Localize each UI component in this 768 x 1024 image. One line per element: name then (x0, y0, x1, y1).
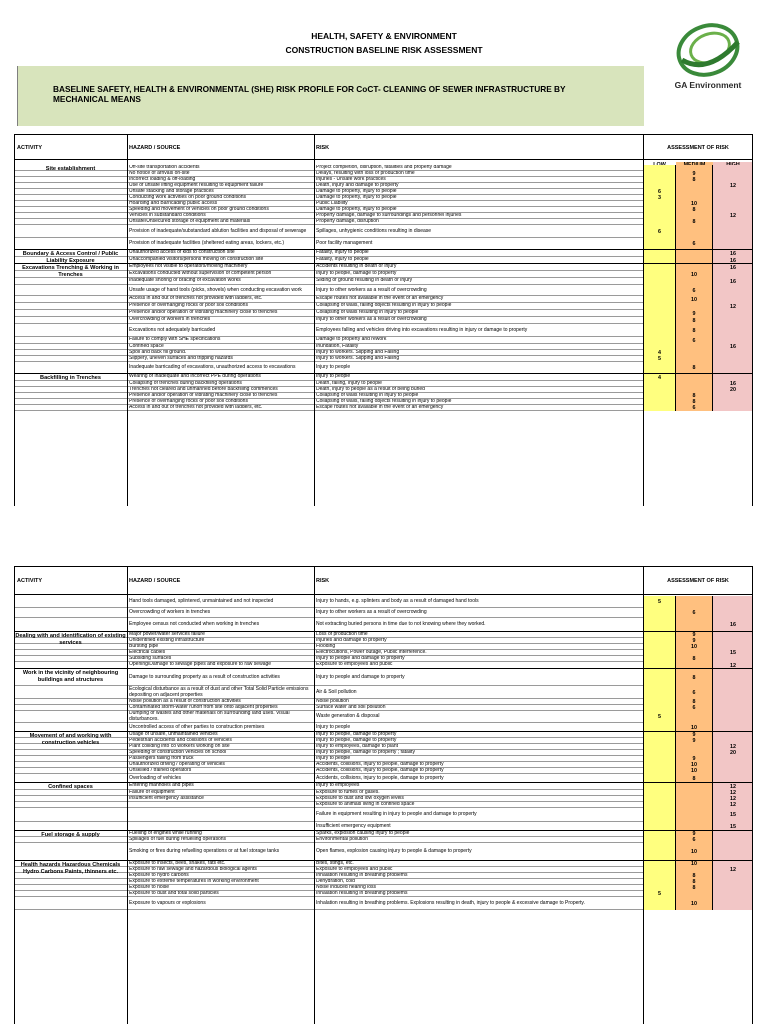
risk-cell: Air & Soil pollution (316, 688, 357, 695)
risk-cell: Dehydration, cold (316, 879, 355, 884)
low-rating-cell (643, 303, 676, 310)
risk-cell: Project completion, disruption, fatalities and property damage (316, 165, 452, 170)
risk-cell: Inhalation resulting in breathing problems (316, 891, 408, 896)
medium-rating-cell: 8 (676, 774, 713, 783)
medium-rating-cell (676, 278, 713, 285)
medium-rating-cell: 6 (676, 285, 713, 296)
hazard-cell: Exposure to vapours or explosions (129, 899, 206, 906)
risk-cell: Damage to property, injury to people (316, 189, 397, 194)
high-rating-cell: 12 (713, 783, 753, 790)
hazard-cell: Unauthorized driving / operating of vehicles (129, 762, 225, 767)
risk-cell: Inhalation resulting in breathing problems. Explosions resulting in death, injury to people & excessive damage to Property. (316, 899, 585, 906)
low-rating-cell: 4 (643, 350, 676, 356)
medium-rating-cell: 8 (676, 399, 713, 405)
risk-cell: Accidents, collisions, injury to people, damage to property (316, 768, 444, 773)
medium-rating-cell: 9 (676, 732, 713, 738)
risk-cell: Escape routes not available in the event of an emergency (316, 296, 444, 301)
high-rating-cell: 20 (713, 750, 753, 756)
hazard-cell: Hand tools damaged, splintered, unmaintained and not inspected (129, 598, 274, 605)
hazard-cell: Unsafe stacking and storage practices (129, 189, 214, 194)
risk-cell: Injury to workers. Slipping and Falling (316, 350, 400, 355)
activity-label: Excavations Trenching & Working in Trenches (22, 265, 119, 278)
risk-cell: Injury to people (316, 723, 351, 730)
low-rating-cell (643, 686, 676, 699)
risk-cell: Injury to people, damage to property ; fatality (316, 750, 415, 755)
high-rating-cell: 15 (713, 808, 753, 822)
hazard-header: HAZARD / SOURCE (129, 578, 181, 584)
hazard-cell: Vehicles in substandard conditions (129, 213, 206, 218)
low-rating-cell (643, 783, 676, 790)
hazard-cell: Noise pollution as a result of construction activities (129, 699, 241, 704)
medium-rating-cell: 9 (676, 756, 713, 762)
hazard-cell: Spillages of fuel during refuelling operations (129, 837, 227, 842)
medium-rating-cell: 6 (676, 337, 713, 344)
high-rating-cell (713, 608, 753, 618)
hazard-cell: Excavations conducted without supervision of competent person (129, 271, 272, 276)
high-rating-cell (713, 897, 753, 910)
risk-cell: Exposure to dust and low oxygen levels (316, 796, 404, 801)
medium-rating-cell: 6 (676, 837, 713, 843)
hazard-cell: Smoking or fires during refuelling operations or at fuel storage tanks (129, 848, 280, 855)
medium-rating-cell (676, 618, 713, 632)
high-rating-cell (713, 285, 753, 296)
risk-cell: Public Liability (316, 201, 348, 206)
hazard-cell: Fuelling of engines while running (129, 831, 202, 836)
hazard-cell: Overloading of vehicles (129, 774, 181, 781)
risk-cell: Electrocutions, Power outage, Public interference. (316, 650, 427, 655)
high-rating-cell: 12 (713, 303, 753, 310)
medium-rating-cell (676, 808, 713, 822)
risk-cell: Surface water and soil pollution (316, 705, 386, 710)
medium-rating-cell: 10 (676, 861, 713, 867)
risk-table-2 (14, 566, 753, 1024)
risk-cell: Injury to people, damage to property (316, 738, 397, 743)
medium-rating-cell: 10 (676, 897, 713, 910)
hazard-cell: Contaminated storm-water runoff from site onto adjacent properties (129, 705, 278, 710)
medium-rating-cell (676, 374, 713, 381)
hazard-cell: Presence of overhanging rocks or poor soil conditions (129, 303, 248, 308)
high-rating-cell (713, 686, 753, 699)
risk-cell: Injury to people (316, 364, 351, 371)
risk-cell: Injury to people (316, 374, 351, 379)
low-rating-cell (643, 296, 676, 303)
risk-header: RISK (316, 578, 330, 584)
low-rating-cell (643, 843, 676, 861)
high-rating-cell: 16 (713, 278, 753, 285)
high-rating-cell: 16 (713, 264, 753, 271)
medium-rating-cell: 8 (676, 219, 713, 225)
risk-cell: Noise pollution (316, 699, 349, 704)
risk-cell: Collapsing of walls, falling objects resulting in injury to people (316, 303, 452, 308)
risk-cell: Waste generation & disposal (316, 713, 380, 720)
medium-rating-cell (676, 250, 713, 257)
risk-cell: Injury to other workers as a result of overcrowding (316, 317, 427, 322)
risk-cell: Death, injury and damage to property (316, 183, 399, 188)
hazard-cell: Damage to surrounding property as a result of construction activities (129, 673, 280, 680)
hazard-cell: Unidentified existing infrastructure (129, 638, 205, 643)
risk-cell: Exposure to employees and public (316, 662, 393, 667)
risk-cell: Open flames, explosion causing injury to people & damage to property (316, 848, 472, 855)
risk-cell: Failure in equipment resulting in injury to people and damage to property (316, 811, 477, 818)
medium-rating-cell: 8 (676, 656, 713, 662)
hazard-cell: Usage of unsafe, unmaintained vehicles (129, 732, 218, 737)
risk-cell: Injury to employees, damage to plant (316, 744, 398, 749)
hazard-cell: Unskilled / trained operators (129, 768, 192, 773)
hazard-cell: Off-site transportation accidents (129, 165, 200, 170)
low-rating-cell (643, 897, 676, 910)
hazard-cell: Use of unsafe lifting equipment resulting to equipment failure (129, 183, 264, 188)
risk-cell: Injury to people, damage to property (316, 271, 397, 276)
hazard-cell (129, 808, 313, 822)
medium-rating-cell: 9 (676, 171, 713, 177)
low-rating-cell (643, 250, 676, 257)
hazard-cell: Excavations not adequately barricaded (129, 326, 216, 333)
high-rating-cell: 20 (713, 387, 753, 393)
high-rating-cell: 12 (713, 662, 753, 669)
medium-rating-cell: 6 (676, 238, 713, 250)
low-rating-cell (643, 324, 676, 337)
document-header-line2: CONSTRUCTION BASELINE RISK ASSESSMENT (285, 45, 483, 55)
hazard-cell: Confined space (129, 344, 164, 349)
medium-rating-cell: 8 (676, 324, 713, 337)
high-rating-cell: 12 (713, 796, 753, 802)
hazard-cell: Provision of inadequate facilities (sheltered eating areas, lockers, etc.) (129, 240, 285, 247)
hazard-cell: Unsafe usage of hand tools (picks, shovels) when conducting excavation work (129, 286, 302, 293)
high-rating-cell (713, 225, 753, 238)
high-rating-cell: 15 (713, 650, 753, 656)
high-rating-cell: 16 (713, 618, 753, 632)
hazard-cell: Uncontrolled access of other parties to construction premises (129, 723, 265, 730)
hazard-cell: Major power/water services failure (129, 632, 205, 637)
high-rating-cell (713, 271, 753, 278)
hazard-cell: Employee census not conducted when working in trenches (129, 621, 260, 628)
low-rating-cell (643, 618, 676, 632)
hazard-cell: Access in and out of trenches not provided with ladders, etc. (129, 296, 263, 301)
risk-cell: Sliding of ground resulting in death or injury (316, 278, 413, 283)
high-rating-cell (713, 310, 753, 317)
risk-cell: Damage to property, injury to people (316, 195, 397, 200)
medium-rating-cell: 8 (676, 393, 713, 399)
low-rating-cell (643, 337, 676, 344)
low-rating-cell (643, 271, 676, 278)
high-rating-cell: 12 (713, 183, 753, 189)
medium-rating-cell: 6 (676, 686, 713, 699)
risk-cell: Escape routes not available in the event of an emergency (316, 405, 444, 410)
medium-rating-cell: 8 (676, 699, 713, 705)
risk-cell: Fatality, Injury to people (316, 257, 369, 262)
hazard-cell: Exposure to hydro carbons (129, 873, 189, 878)
risk-cell: Injury to people and damage to property (316, 673, 405, 680)
hazard-cell: Access in and out of trenches not provided with ladders, etc. (129, 405, 263, 410)
low-rating-cell (643, 285, 676, 296)
hazard-cell: Inadequate barricading of excavations, unauthorized access to excavations (129, 364, 296, 371)
hazard-cell: Employees not visible to operators/moving machinery (129, 264, 248, 269)
hazard-cell: Insufficient emergency assistance (129, 796, 204, 801)
medium-rating-cell: 10 (676, 768, 713, 774)
hazard-cell: Provision of inadequate/substandard ablution facilities and disposal of sewerage (129, 227, 307, 234)
hazard-cell: Electrical cables (129, 650, 166, 655)
hazard-cell: Speeding of construction vehicles on school (129, 750, 227, 755)
risk-cell: Injury to other workers as a result of overcrowding (316, 286, 427, 293)
risk-cell: Exposure to employees and public (316, 867, 393, 872)
low-rating-cell: 6 (643, 189, 676, 195)
risk-cell: Damage to property, injury to people (316, 207, 397, 212)
risk-table-1 (14, 134, 753, 506)
document-header-line1: HEALTH, SAFETY & ENVIRONMENT (311, 31, 457, 41)
activity-label: Backfilling in Trenches (40, 375, 101, 381)
medium-rating-cell: 8 (676, 317, 713, 324)
activity-label: Movement of and working with construction vehicles (29, 733, 112, 746)
high-rating-cell (713, 317, 753, 324)
risk-cell: Delays, resulting with loss of production time (316, 171, 415, 176)
low-rating-cell (643, 669, 676, 686)
risk-cell: Accidents, collisions, injury to people, damage to property (316, 774, 444, 781)
medium-rating-cell: 9 (676, 310, 713, 317)
assessment-header: ASSESSMENT OF RISK (667, 145, 729, 151)
risk-cell: Collapsing of walls resulting in injury to people (316, 393, 419, 398)
risk-cell: Injuries and damage to property (316, 638, 387, 643)
hazard-cell: Unauthorized access of kids to construction site (129, 250, 235, 255)
high-rating-cell (713, 296, 753, 303)
high-rating-cell: 15 (713, 822, 753, 831)
medium-rating-cell: 10 (676, 201, 713, 207)
low-rating-cell (643, 278, 676, 285)
risk-cell: Property damage, disruption (316, 219, 379, 224)
hazard-cell: Conducting work activities on poor ground conditions (129, 195, 247, 200)
risk-cell: Injury to employees (316, 783, 360, 788)
hazard-cell: Plant colliding into co workers working on site (129, 744, 230, 749)
hazard-cell: Exposure to raw sewage and hazardous biological agents (129, 867, 257, 872)
hazard-cell: Presence and/or operation of vibrating machinery close to trenches (129, 393, 278, 398)
low-rating-cell: 4 (643, 374, 676, 381)
medium-rating-cell: 10 (676, 843, 713, 861)
high-rating-cell (713, 596, 753, 608)
activity-label: Work in the vicinity of neighbouring buildings and structures (22, 670, 119, 683)
risk-cell: Injury to other workers as a result of overcrowding (316, 609, 427, 616)
medium-rating-cell: 8 (676, 879, 713, 885)
risk-header: RISK (316, 145, 330, 151)
hazard-cell: Bursting pipe (129, 644, 159, 649)
medium-rating-cell: 6 (676, 405, 713, 411)
hazard-cell: Hoarding and Barricading public access (129, 201, 218, 206)
medium-rating-cell (676, 225, 713, 238)
risk-cell: Death, injury to people as a result of being buried (316, 387, 425, 392)
risk-cell: Accidents, collisions, injury to people, damage to property (316, 762, 444, 767)
medium-rating-cell: 9 (676, 638, 713, 644)
risk-cell: Inhalation resulting in breathing problems (316, 873, 408, 878)
activity-label: Site establishment (45, 166, 96, 172)
activity-label: Health hazards Hazardous Chemicals Hydro Carbons Paints, thinners etc. (20, 862, 121, 875)
medium-rating-cell: 8 (676, 873, 713, 879)
medium-rating-cell: 8 (676, 207, 713, 213)
assessment-header: ASSESSMENT OF RISK (667, 578, 729, 584)
low-rating-cell: 6 (643, 225, 676, 238)
high-rating-cell (713, 711, 753, 723)
hazard-header: HAZARD / SOURCE (129, 145, 181, 151)
risk-cell: Injury to workers. Slipping and Falling (316, 356, 400, 361)
high-rating-cell: 12 (713, 213, 753, 219)
hazard-cell: Overcrowding of workers in trenches (129, 609, 211, 616)
hazard-cell: Pedestrian accidents and collisions of vehicles (129, 738, 232, 743)
hazard-cell: Entering manholes and pipes (129, 783, 194, 788)
activity-label: Fuel storage & supply (41, 832, 100, 838)
hazard-cell: Wearing of inadequate and incorrect PPE during operations (129, 374, 261, 379)
high-rating-cell: 12 (713, 867, 753, 873)
hazard-cell: Unsafe/Unsecured storage of equipment and materials (129, 219, 251, 224)
high-rating-cell (713, 324, 753, 337)
medium-rating-cell (676, 711, 713, 723)
medium-rating-cell: 10 (676, 762, 713, 768)
medium-rating-cell (676, 596, 713, 608)
risk-cell: Poor facility management (316, 240, 373, 247)
medium-rating-cell: 10 (676, 271, 713, 278)
high-rating-cell: 16 (713, 381, 753, 387)
hazard-cell: Slippery, uneven surfaces and tripping hazards (129, 356, 233, 361)
low-rating-cell: 5 (643, 891, 676, 897)
medium-rating-cell: 9 (676, 632, 713, 638)
low-rating-cell (643, 405, 676, 411)
hazard-cell: Failure of equipment (129, 790, 175, 795)
hazard-cell: Exposure to extreme temperatures in working environment (129, 879, 259, 884)
medium-rating-cell: 6 (676, 608, 713, 618)
activity-label: Dealing with and identification of existing services (15, 633, 126, 646)
low-rating-cell (643, 310, 676, 317)
logo-text: GA Environment (674, 80, 742, 90)
risk-cell: Spillages, unhygienic conditions resulting in disease (316, 227, 432, 234)
medium-rating-cell: 8 (676, 362, 713, 374)
medium-rating-cell: 10 (676, 644, 713, 650)
high-rating-cell: 12 (713, 744, 753, 750)
medium-rating-cell: 6 (676, 705, 713, 711)
hazard-cell: Trenches not cleared and unmanned before backfilling commences (129, 387, 278, 392)
activity-label: Boundary & Access Control / Public Liability Exposure (22, 251, 119, 264)
high-rating-cell: 16 (713, 344, 753, 350)
hazard-cell: Dumping of wastes and other materials on surrounding land uses. Visual disturbances. (129, 711, 290, 722)
high-rating-cell (713, 374, 753, 381)
risk-cell: Loss of production time (316, 632, 368, 637)
risk-cell: Insufficient emergency equipment (316, 822, 391, 829)
activity-header: ACTIVITY (17, 578, 43, 584)
risk-cell: Injury to hands, e.g. splinters and body as a result of damaged hand tools (316, 598, 479, 605)
activity-header: ACTIVITY (17, 145, 43, 151)
hazard-cell: Passengers falling from truck (129, 756, 194, 761)
risk-cell: Fatality, Injury to people (316, 250, 369, 255)
high-rating-cell (713, 405, 753, 411)
document-title: BASELINE SAFETY, HEALTH & ENVIRONMENTAL (SHE) RISK PROFILE FOR CoCT- CLEANING OF SEWER INFRASTRUCTURE BY MECHANICAL MEANS (53, 84, 566, 104)
high-rating-cell: 12 (713, 802, 753, 808)
risk-cell: Sparks, explosion causing injury to people (316, 831, 410, 836)
high-rating-cell (713, 337, 753, 344)
risk-cell: Noise induced hearing loss (316, 885, 377, 890)
hazard-cell: Speeding and movement of vehicles on poor ground conditions (129, 207, 269, 212)
hazard-cell: Subsiding surfaces (129, 656, 172, 661)
medium-rating-cell: 10 (676, 723, 713, 732)
risk-cell: Injury to people, damage to property (316, 732, 397, 737)
low-rating-cell: 5 (643, 711, 676, 723)
medium-rating-cell: 10 (676, 296, 713, 303)
medium-rating-cell: 9 (676, 831, 713, 837)
medium-rating-cell: 8 (676, 885, 713, 891)
medium-rating-cell (676, 303, 713, 310)
hazard-cell: Spoil and back fill ground. (129, 350, 187, 355)
risk-cell: Collapsing of walls, falling objects resulting in injury to people (316, 399, 452, 404)
risk-cell: Flooding (316, 644, 336, 649)
low-rating-cell (643, 808, 676, 822)
low-rating-cell (643, 264, 676, 271)
risk-cell: Bites, stings, etc. (316, 861, 354, 866)
hazard-cell: Presence of overhanging rocks or poor soil conditions (129, 399, 248, 404)
low-rating-cell: 5 (643, 596, 676, 608)
medium-rating-cell: 8 (676, 177, 713, 183)
hazard-cell: Failure to comply with SHE specifications (129, 337, 221, 342)
activity-label: Confined spaces (48, 784, 93, 790)
risk-cell: Exposure to animals living in confined space (316, 802, 415, 807)
high-rating-cell: 16 (713, 257, 753, 264)
hazard-cell: Incorrect loading & off-loading (129, 177, 196, 182)
low-rating-cell (643, 317, 676, 324)
medium-rating-cell: 8 (676, 669, 713, 686)
low-rating-cell: 3 (643, 195, 676, 201)
risk-cell: Inundation, Fatality (316, 344, 359, 349)
risk-cell: Death, falling, injury to people (316, 381, 382, 386)
hazard-cell: Exposure to dust and total solid particles (129, 891, 219, 896)
medium-rating-cell: 9 (676, 738, 713, 744)
risk-cell: Damage to property and rework (316, 337, 387, 342)
risk-cell: Employees falling and vehicles driving into excavations resulting in injury or damage to property (316, 326, 528, 333)
hazard-cell: Exposure to insects, bees, snakes, rats etc. (129, 861, 226, 866)
hazard-cell: Inadequate shoring or bracing of excavation works (129, 278, 241, 283)
high-rating-cell (713, 669, 753, 686)
medium-rating-cell (676, 264, 713, 271)
hazard-cell: Collapsing of trenches during backfilling operations (129, 381, 242, 386)
hazard-cell: Presence and/or operation of vibrating machinery close to trenches (129, 310, 278, 315)
high-rating-cell: 16 (713, 250, 753, 257)
risk-cell: Collapsing of walls resulting in injury to people (316, 310, 419, 315)
risk-cell: Not extracting buried persons in time due to not knowing where they worked. (316, 621, 486, 628)
high-rating-cell: 12 (713, 790, 753, 796)
risk-cell: Exposure to fumes or gases. (316, 790, 380, 795)
hazard-cell: Unaccompanied visitors/persons moving on construction site (129, 257, 264, 262)
risk-cell: Injury to people and damage to property (316, 656, 405, 661)
hazard-cell: Opening/Damage to sewage pipes and exposure to raw sewage (129, 662, 272, 667)
medium-rating-cell (676, 783, 713, 790)
hazard-cell: Exposure to noise (129, 885, 170, 890)
risk-cell: Property damage, damage to surroundings and personnel injuries (316, 213, 462, 218)
hazard-cell: No notice of arrivals on-site (129, 171, 190, 176)
hazard-cell: Overcrowding of workers in trenches (129, 317, 211, 322)
hazard-cell: Ecological disturbance as a result of dust and other Total Solid Particle emissions depositing on adjacent properties (129, 686, 309, 698)
risk-cell: Accidents resulting in death or injury (316, 264, 397, 269)
risk-cell: Injuries - Unsafe work practices (316, 177, 386, 182)
risk-cell: Injury to people (316, 756, 351, 761)
high-rating-cell (713, 843, 753, 861)
risk-cell: Environmental pollution (316, 837, 368, 842)
low-rating-cell: 5 (643, 356, 676, 362)
low-rating-cell (643, 608, 676, 618)
